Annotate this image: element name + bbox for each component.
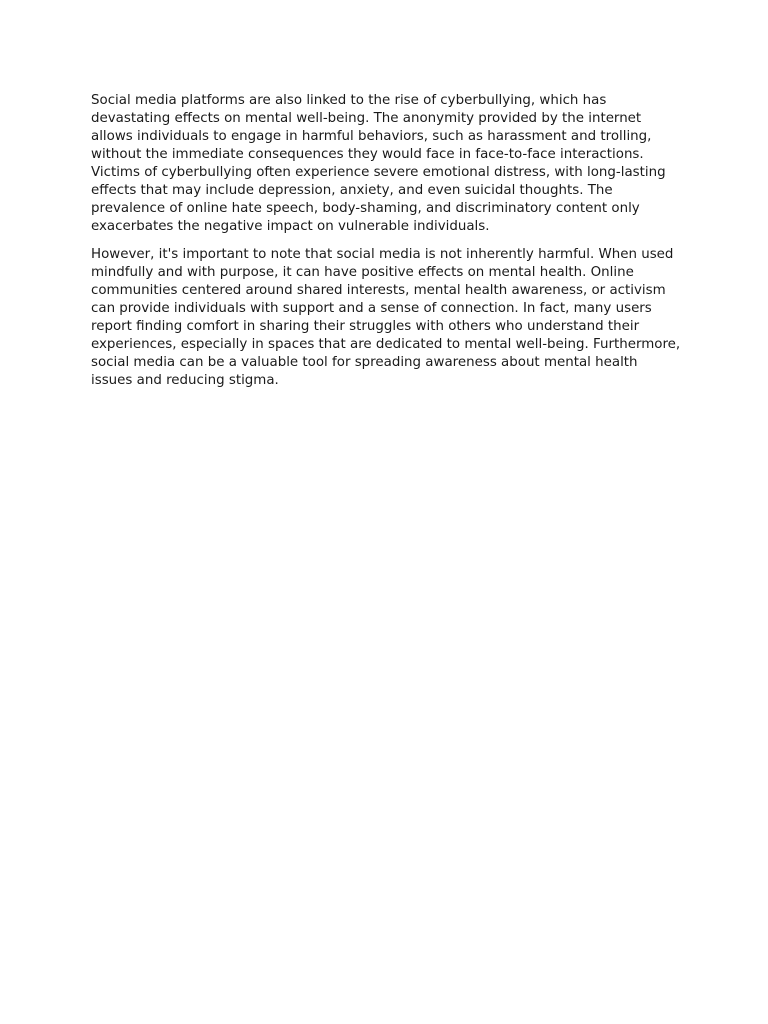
document-body [91,92,681,400]
paragraph-positive-effects: However, it's important to note that social media is not inherently harmful. When used mindfully and with purpose, it can have positive effects on mental health. Online communities centered around shared interests, mental health awareness, or activism can provide individuals with support and a sense of connection. In fact, many users report finding comfort in sharing their struggles with others who understand their experiences, especially in spaces that are dedicated to mental well-being. Furthermore, social media can be a valuable tool for spreading awareness about mental health issues and reducing stigma. [91,247,681,388]
paragraph-cyberbullying: Social media platforms are also linked to the rise of cyberbullying, which has devastating effects on mental well-being. The anonymity provided by the internet allows individuals to engage in harmful behaviors, such as harassment and trolling, without the immediate consequences they would face in face-to-face interactions. Victims of cyberbullying often experience severe emotional distress, with long-lasting effects that may include depression, anxiety, and even suicidal thoughts. The prevalence of online hate speech, body-shaming, and discriminatory content only exacerbates the negative impact on vulnerable individuals. [91,93,666,234]
